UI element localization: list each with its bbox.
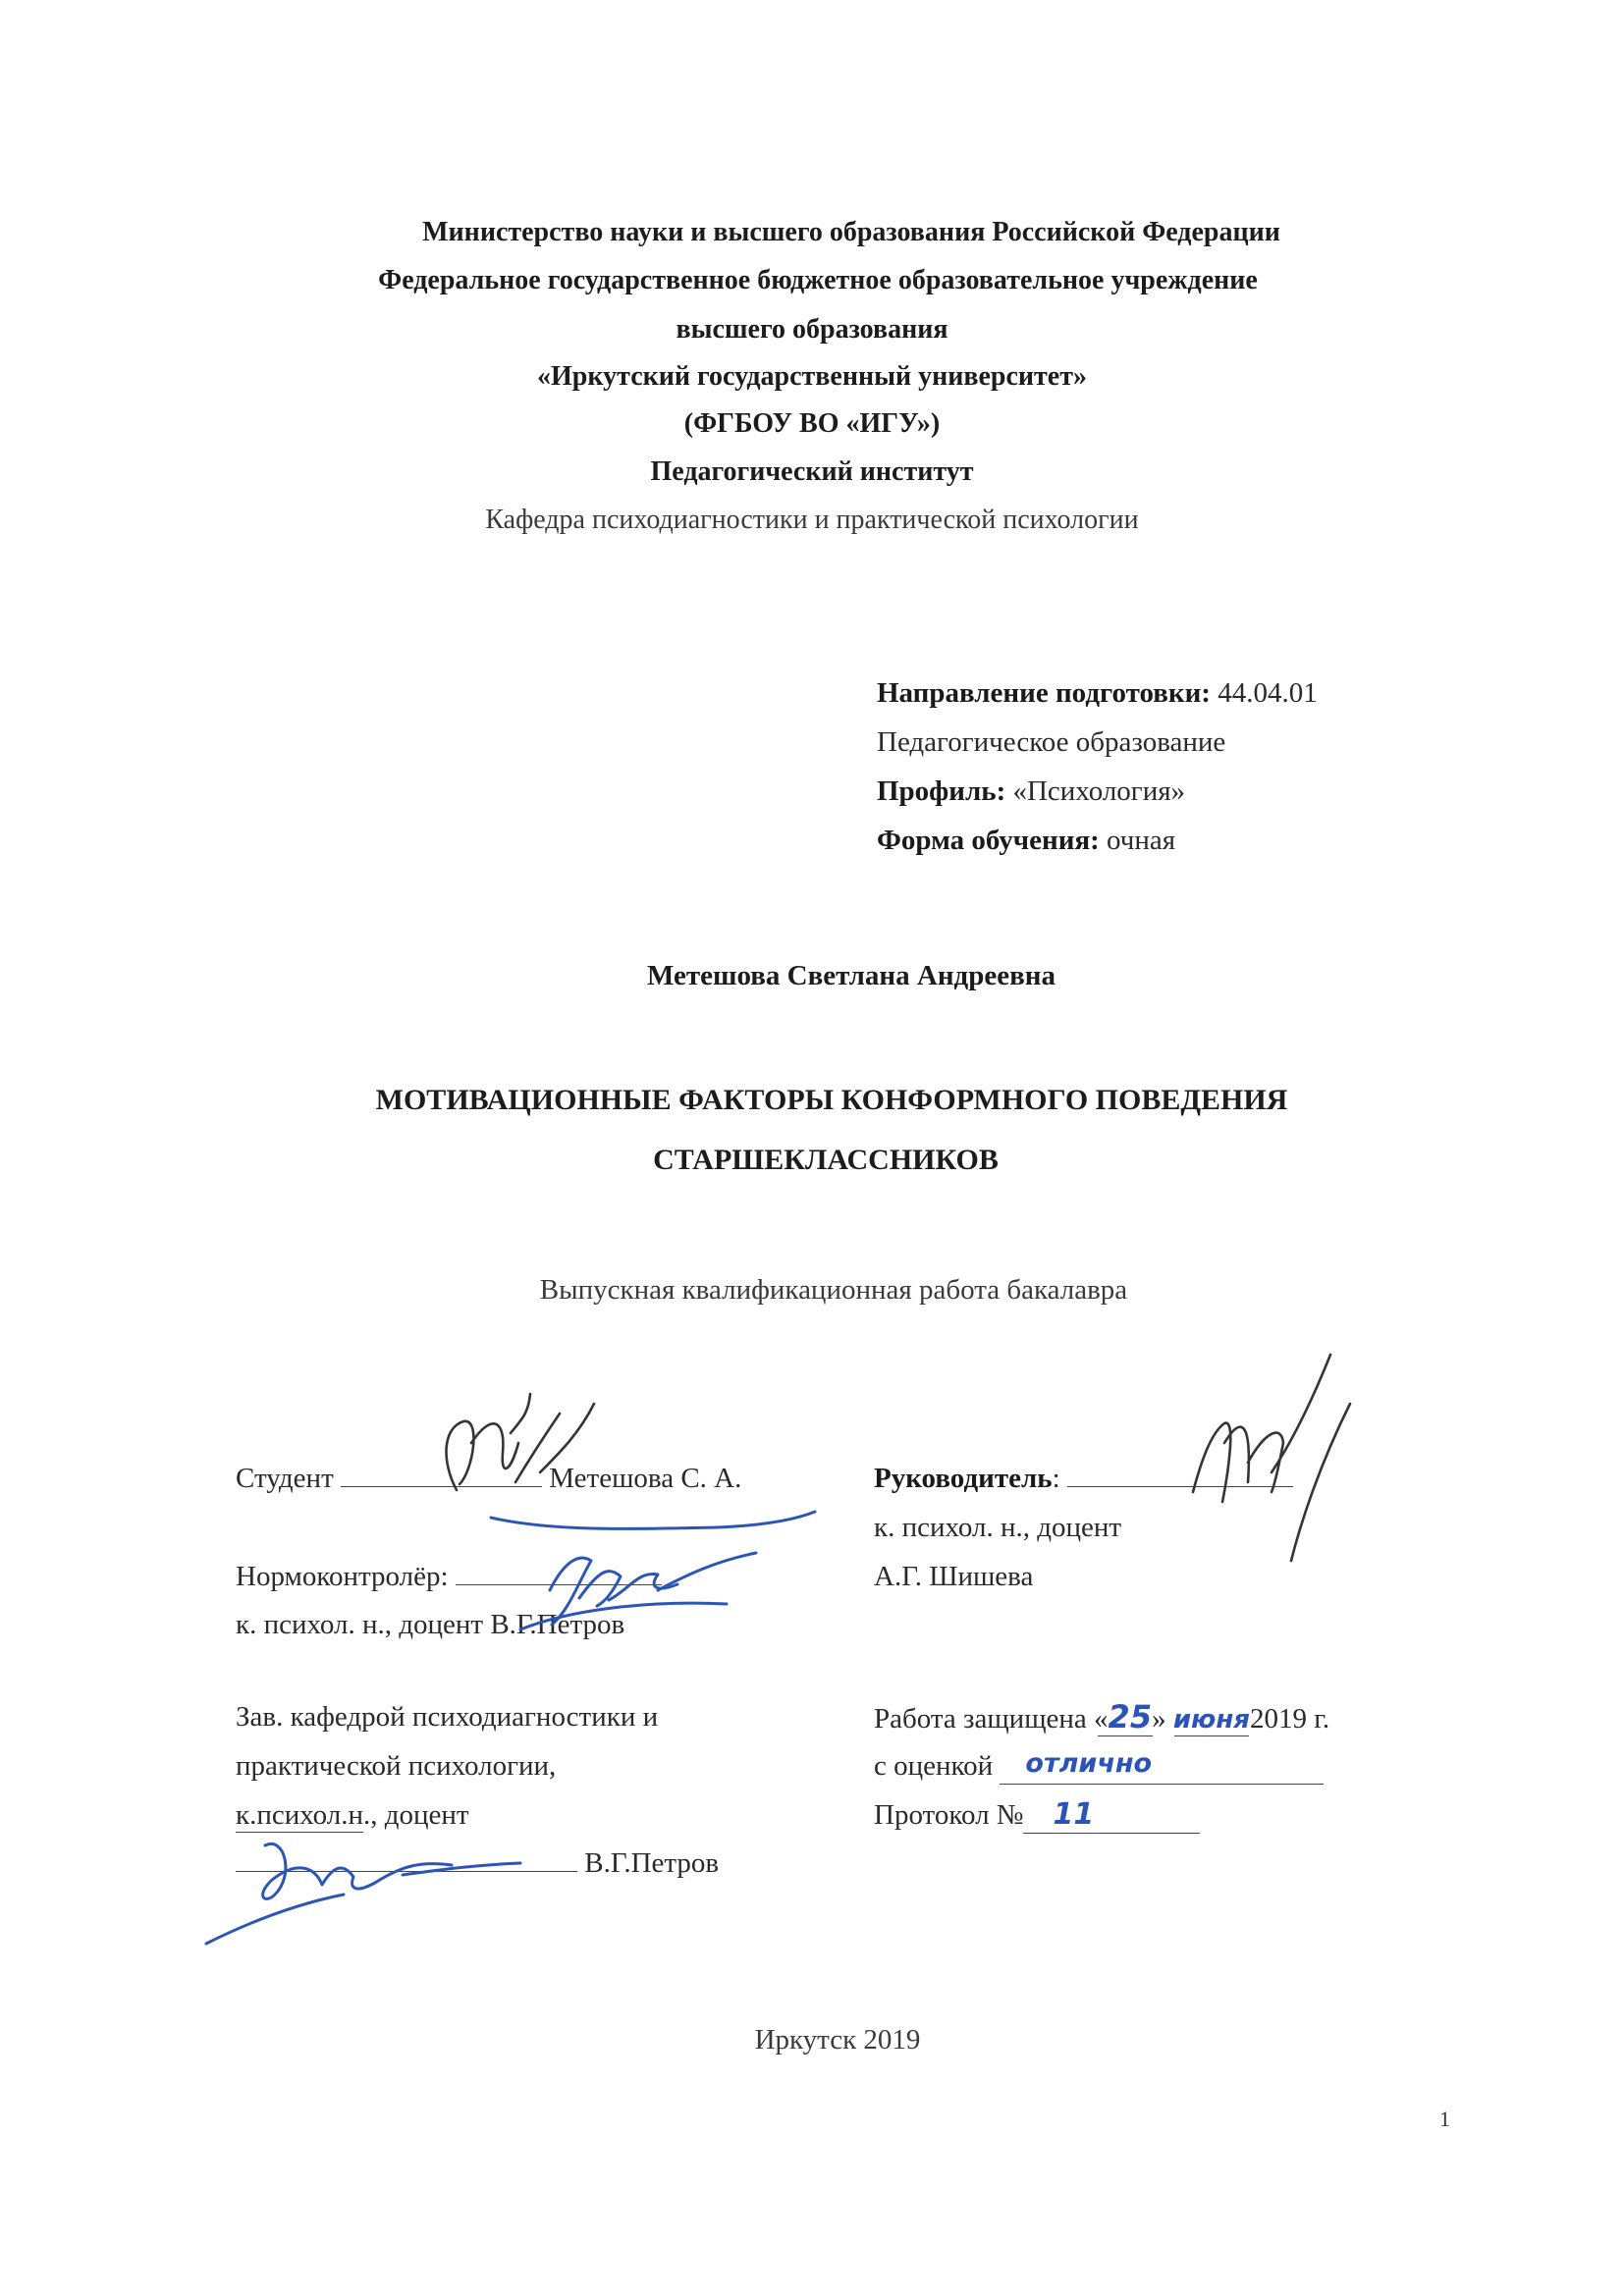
author-name: Метешова Светлана Андреевна — [647, 960, 1056, 991]
profile-value: «Психология» — [1012, 775, 1186, 807]
defense-month-underline — [1174, 1735, 1249, 1736]
normcontrol-degree-name: к. психол. н., доцент В.Г.Петров — [236, 1609, 625, 1640]
defense-day: 25 — [1108, 1698, 1153, 1735]
protocol-line — [874, 1797, 1200, 1834]
work-type: Выпускная квалификационная работа бакалавра — [539, 1274, 1128, 1306]
supervisor-degree: к. психол. н., доцент — [874, 1512, 1122, 1543]
defense-date-line — [874, 1699, 1329, 1737]
university-name-line: «Иркутский государственный университет» — [537, 361, 1087, 392]
head-name: В.Г.Петров — [584, 1847, 720, 1879]
study-form-value: очная — [1107, 825, 1176, 856]
supervisor-colon: : — [1052, 1463, 1060, 1494]
study-form-label: Форма обучения: — [877, 825, 1100, 856]
grade-value: отлично — [1025, 1748, 1153, 1779]
thesis-title-line2: СТАРШЕКЛАССНИКОВ — [653, 1144, 999, 1176]
institution-type-line: Федеральное государственное бюджетное образовательное учреждение — [378, 265, 1258, 295]
department-line: Кафедра психодиагностики и практической психологии — [485, 505, 1139, 535]
grade-blank — [1000, 1748, 1324, 1785]
page-number: 1 — [1439, 2107, 1450, 2131]
direction-line — [877, 675, 1318, 711]
head-signature — [206, 1826, 599, 1944]
profile-line — [877, 774, 1185, 809]
university-abbrev-line: (ФГБОУ ВО «ИГУ») — [683, 408, 941, 439]
grade-label: с оценкой — [874, 1750, 994, 1782]
normcontrol-label: Нормоконтролёр: — [236, 1561, 449, 1592]
city-year: Иркутск 2019 — [754, 2024, 921, 2056]
student-label: Студент — [236, 1463, 334, 1494]
profile-label: Профиль: — [877, 775, 1006, 807]
defense-prefix: Работа защищена « — [874, 1703, 1109, 1735]
student-name: Метешова С. А. — [549, 1463, 742, 1494]
direction-name: Педагогическое образование — [877, 726, 1226, 758]
supervisor-signature — [1173, 1345, 1370, 1590]
defense-year: 2019 г. — [1249, 1703, 1330, 1735]
protocol-value: 11 — [1053, 1797, 1095, 1832]
protocol-label: Протокол № — [874, 1799, 1024, 1831]
defense-month: июня — [1172, 1705, 1250, 1735]
defense-day-underline — [1098, 1735, 1153, 1736]
supervisor-label: Руководитель — [874, 1463, 1053, 1494]
grade-line — [874, 1748, 1324, 1785]
study-form-line — [877, 823, 1175, 858]
supervisor-name: А.Г. Шишева — [874, 1561, 1034, 1592]
protocol-blank — [1023, 1797, 1200, 1834]
head-line3: к.психол.н., доцент — [236, 1799, 469, 1831]
head-line2: практической психологии, — [236, 1750, 557, 1782]
direction-code: 44.04.01 — [1218, 677, 1318, 709]
education-level-line: высшего образования — [676, 314, 948, 345]
student-signature — [412, 1374, 609, 1522]
institute-line: Педагогический институт — [650, 456, 974, 487]
normcontrol-signature — [511, 1531, 766, 1639]
ministry-line: Министерство науки и высшего образования Российской Федерации — [422, 217, 1280, 247]
direction-label: Направление подготовки: — [877, 677, 1211, 709]
defense-mid: » — [1152, 1703, 1166, 1735]
thesis-title-line1: МОТИВАЦИОННЫЕ ФАКТОРЫ КОНФОРМНОГО ПОВЕДЕНИЯ — [375, 1084, 1288, 1116]
head-line1: Зав. кафедрой психодиагностики и — [236, 1701, 659, 1733]
